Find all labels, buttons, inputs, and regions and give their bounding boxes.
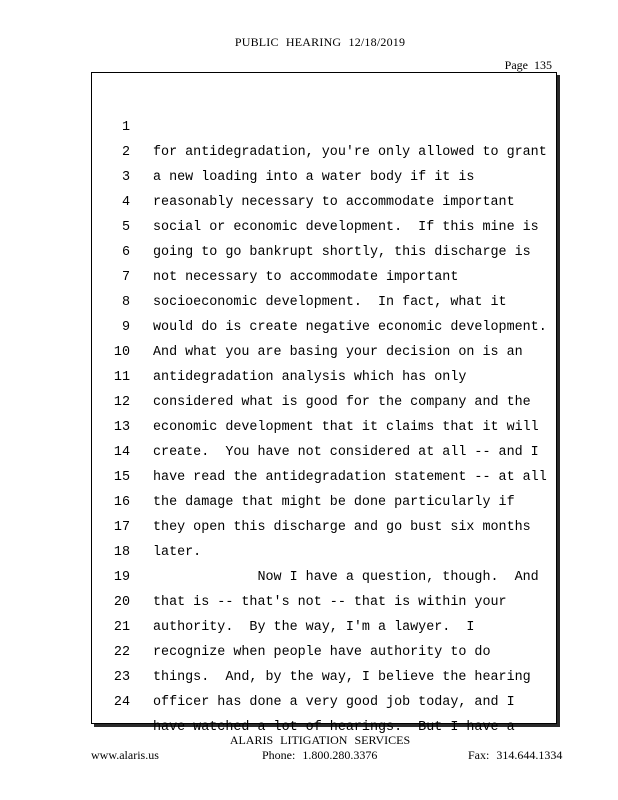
line-text: a new loading into a water body if it is: [153, 170, 475, 185]
line-number: 13: [113, 420, 130, 435]
line-number: 8: [121, 295, 130, 310]
line-number: 20: [113, 595, 130, 610]
line-text: reasonably necessary to accommodate important: [153, 195, 515, 210]
line-number: 9: [121, 320, 130, 335]
footer-company-name: ALARIS LITIGATION SERVICES: [229, 733, 411, 747]
line-text: antidegradation analysis which has only: [153, 370, 467, 385]
line-text: have watched a lot of hearings. But I have a: [153, 720, 515, 735]
transcript-box: [91, 72, 557, 735]
line-number: 14: [113, 445, 130, 460]
line-number: 17: [113, 520, 130, 535]
line-number: 24: [113, 695, 130, 710]
footer-website: www.alaris.us: [91, 748, 159, 762]
line-text: later.: [153, 545, 202, 560]
line-number: 3: [121, 170, 130, 185]
line-text: not necessary to accommodate important: [153, 270, 459, 285]
line-text: have read the antidegradation statement -- at all: [153, 470, 547, 485]
line-text: for antidegradation, you're only allowed to grant: [153, 145, 547, 160]
line-number: 1: [121, 120, 130, 135]
line-number: 10: [113, 345, 130, 360]
footer-phone: Phone: 1.800.280.3376: [262, 748, 378, 762]
line-number: 19: [113, 570, 130, 585]
line-text: going to go bankrupt shortly, this discharge is: [153, 245, 531, 260]
line-number: 12: [113, 395, 130, 410]
page-number-label: Page 135: [504, 58, 552, 72]
line-text: they open this discharge and go bust six months: [153, 520, 531, 535]
line-text: social or economic development. If this mine is: [153, 220, 539, 235]
line-number: 11: [113, 370, 130, 385]
line-number: 4: [121, 195, 130, 210]
line-text: Now I have a question, though. And: [153, 570, 539, 585]
line-number: 21: [113, 620, 130, 635]
line-text: create. You have not considered at all -- and I: [153, 445, 539, 460]
line-number: 22: [113, 645, 130, 660]
line-text: recognize when people have authority to do: [153, 645, 491, 660]
line-number: 6: [121, 245, 130, 260]
line-number: 18: [113, 545, 130, 560]
line-text: things. And, by the way, I believe the hearing: [153, 670, 531, 685]
line-text: the damage that might be done particularly if: [153, 495, 515, 510]
footer-fax: Fax: 314.644.1334: [468, 748, 563, 762]
line-text: And what you are basing your decision on is an: [153, 345, 523, 360]
line-number: 7: [121, 270, 130, 285]
line-text: that is -- that's not -- that is within your: [153, 595, 507, 610]
line-number: 23: [113, 670, 130, 685]
line-number: 16: [113, 495, 130, 510]
line-number: 2: [121, 145, 130, 160]
transcript-line: [106, 90, 547, 160]
line-text: economic development that it claims that it will: [153, 420, 539, 435]
line-text: socioeconomic development. In fact, what it: [153, 295, 507, 310]
line-number: 5: [121, 220, 130, 235]
line-text: would do is create negative economic development.: [153, 320, 547, 335]
line-text: officer has done a very good job today, and I: [153, 695, 515, 710]
line-text: considered what is good for the company and the: [153, 395, 531, 410]
line-number: 15: [113, 470, 130, 485]
line-text: authority. By the way, I'm a lawyer. I: [153, 620, 475, 635]
page-header-title: PUBLIC HEARING 12/18/2019: [234, 35, 406, 49]
